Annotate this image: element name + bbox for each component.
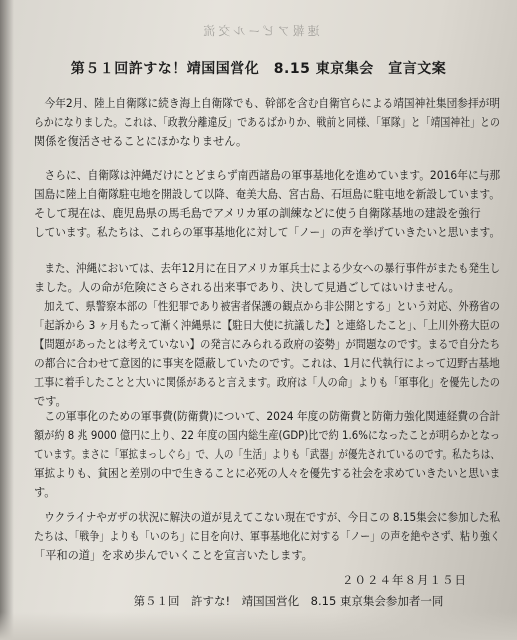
document-date: ２０２４年８月１５日	[342, 573, 467, 587]
paragraph-line: 関係を復活させることにほかなりません。	[34, 135, 248, 148]
paragraph-5	[34, 407, 500, 502]
paragraph-line: 「平和の道」を求め歩んでいくことを宣言いたします。	[34, 549, 313, 562]
paragraph-line: 「起訴から 3 ヶ月もたって漸く沖縄県に【駐日大使に抗議した】と連絡したこと」、「上川外務大臣の	[34, 319, 500, 332]
paragraph-line: たちは、「戦争」よりも「いのち」に目を向け、軍事基地化に対する「ノー」の声を絶やさず、粘り強く	[34, 530, 501, 543]
document-signature: 第５１回 許すな! 靖国国営化 8.15 東京集会参加者一同	[133, 594, 444, 608]
paragraph-line: この軍事化のための軍事費(防衛費)について、2024 年度の防衛費と防衛力強化関連経費の合計	[44, 410, 501, 423]
page-shadow	[0, 0, 14, 640]
paragraph-line: 額が約 8 兆 9000 億円に上り、22 年度の国内総生産(GDP)比で約 1.6%になったことが明らかとなっ	[34, 429, 501, 442]
paragraph-line: 工事に着手したことと大いに関係があると言えます。政府は「人の命」よりも「軍事化」を優先したの	[34, 376, 500, 389]
paragraph-line: また、沖縄においては、去年12月に在日アメリカ軍兵士による少女への暴行事件がまたも発生し	[44, 262, 501, 275]
page-bottom-shading	[0, 612, 517, 640]
paragraph-3	[34, 259, 500, 297]
paragraph-6	[34, 508, 500, 565]
paragraph-line: ています。まさに「軍拡まっしぐら」で、人の「生活」よりも「武器」が優先されているのです。私たちは、	[34, 448, 500, 461]
paragraph-line: です。	[34, 395, 67, 408]
paragraph-line: す。	[34, 486, 56, 499]
paragraph-line: 軍拡よりも、貧困と差別の中で生きることに必死の人々を優先する社会を求めていきたいと思いま	[34, 467, 501, 480]
paragraph-line: 今年2月、陸上自衛隊に続き海上自衛隊でも、幹部を含む自衛官らによる靖国神社集団参拝が明	[44, 97, 501, 110]
paragraph-line: 国島に陸上自衛隊駐屯地を開設して以降、奄美大島、宮古島、石垣島に駐屯地を新設しています。	[34, 188, 500, 201]
paragraph-line: ました。人の命が危険にさらされる出来事であり、決して見過ごしてはいけません。	[34, 281, 460, 294]
paragraph-line: しています。私たちは、これらの軍事基地化に対して「ノー」の声を挙げていきたいと思います。	[34, 226, 501, 239]
paragraph-2	[34, 166, 500, 242]
paragraph-line: さらに、自衛隊は沖縄だけにとどまらず南西諸島の軍事基地化を進めています。2016年に与那	[44, 169, 501, 182]
paragraph-line: そして現在は、鹿児島県の馬毛島でアメリカ軍の訓練などに使う自衛隊基地の建設を強行	[34, 207, 481, 220]
paragraph-line: ウクライナやガザの状況に解決の道が見えてこない現在ですが、今日この 8.15集会に参加した私	[44, 511, 500, 524]
paragraph-line: 【問題があったとは考えていない】の発言にみられる政府の姿勢」が問題なのです。まるで自分たち	[34, 338, 501, 351]
header-show-through: 速報アピール交流	[200, 24, 320, 38]
paragraph-line: の都合に合わせて意図的に事実を隠蔽していたのです。これは、1月に代執行によって辺野古基地	[34, 357, 500, 370]
paragraph-4	[34, 297, 500, 411]
paragraph-line: 加えて、県警察本部の「性犯罪であり被害者保護の観点から非公開とする」という対応、外務省の	[44, 300, 500, 313]
document-title: 第５１回許すな！靖国国営化 8.15 東京集会 宣言文案	[70, 61, 447, 77]
paragraph-line: らかになりました。これは、「政教分離違反」であるばかりか、戦前と同様、「軍隊」と「靖国神社」との	[34, 116, 500, 129]
paragraph-1	[34, 94, 500, 151]
